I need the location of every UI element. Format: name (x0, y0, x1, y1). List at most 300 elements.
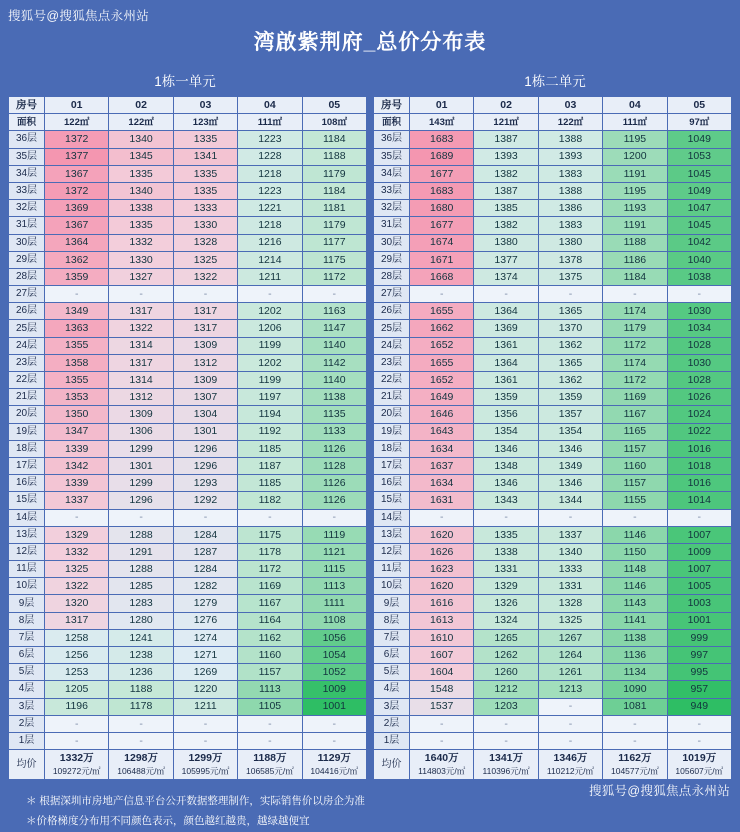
price-cell: 1340 (538, 543, 602, 560)
table-row (9, 475, 367, 492)
price-cell: 1346 (474, 440, 538, 457)
price-cell: 1335 (173, 182, 237, 199)
price-cell: 1359 (45, 268, 109, 285)
price-cell: 1350 (45, 406, 109, 423)
price-cell: 1211 (238, 268, 302, 285)
price-cell: 1169 (238, 578, 302, 595)
price-cell-empty: - (538, 732, 602, 749)
header-room-05: 05 (302, 97, 366, 114)
price-cell: 1393 (538, 148, 602, 165)
price-cell: 1328 (173, 234, 237, 251)
table-row (374, 578, 732, 595)
price-cell: 1238 (109, 647, 173, 664)
price-cell-empty: - (603, 732, 667, 749)
price-cell: 1329 (45, 526, 109, 543)
price-cell: 1537 (410, 698, 474, 715)
avg-cell (302, 750, 366, 780)
price-cell: 1054 (302, 647, 366, 664)
price-cell: 1267 (538, 629, 602, 646)
price-cell: 1038 (667, 268, 731, 285)
price-cell: 1333 (173, 200, 237, 217)
avg-total: 1019万 (682, 752, 717, 765)
table-row (374, 440, 732, 457)
price-cell-empty: - (603, 715, 667, 732)
table-row (9, 732, 367, 749)
price-cell-empty: - (302, 509, 366, 526)
price-cell: 1380 (538, 234, 602, 251)
table-row (9, 148, 367, 165)
avg-cell (45, 750, 109, 780)
price-cell: 1009 (302, 681, 366, 698)
price-cell: 1620 (410, 578, 474, 595)
price-cell: 1172 (302, 268, 366, 285)
price-cell: 1631 (410, 492, 474, 509)
price-cell: 1689 (410, 148, 474, 165)
price-cell: 1388 (538, 182, 602, 199)
price-cell-empty: - (538, 698, 602, 715)
floor-label: 8层 (9, 612, 45, 629)
page-title: 湾啟紫荆府_总价分布表 (253, 31, 487, 54)
floor-label: 25层 (9, 320, 45, 337)
price-cell: 1343 (474, 492, 538, 509)
price-cell: 1388 (538, 131, 602, 148)
price-cell: 1165 (603, 423, 667, 440)
floor-label: 34层 (374, 165, 410, 182)
floor-label: 32层 (9, 200, 45, 217)
price-cell: 1288 (109, 526, 173, 543)
price-cell: 1258 (45, 629, 109, 646)
price-cell-empty: - (474, 732, 538, 749)
price-cell: 1280 (109, 612, 173, 629)
price-cell: 1022 (667, 423, 731, 440)
price-cell: 1188 (302, 148, 366, 165)
price-cell: 1335 (109, 165, 173, 182)
price-cell: 1164 (238, 612, 302, 629)
table-row (374, 629, 732, 646)
price-cell: 1332 (109, 234, 173, 251)
price-cell: 1260 (474, 664, 538, 681)
price-cell-empty: - (410, 715, 474, 732)
price-cell: 1194 (238, 406, 302, 423)
price-cell: 1292 (173, 492, 237, 509)
price-cell: 1346 (474, 475, 538, 492)
floor-label: 27层 (9, 286, 45, 303)
price-cell: 1680 (410, 200, 474, 217)
price-cell: 1299 (109, 475, 173, 492)
price-cell: 1309 (109, 406, 173, 423)
price-cell: 1626 (410, 543, 474, 560)
price-cell-empty: - (45, 732, 109, 749)
price-cell-empty: - (302, 715, 366, 732)
price-cell: 1211 (173, 698, 237, 715)
floor-label: 3层 (374, 698, 410, 715)
price-cell: 1339 (45, 440, 109, 457)
price-cell: 1317 (173, 303, 237, 320)
price-cell: 1105 (238, 698, 302, 715)
price-cell: 1312 (173, 354, 237, 371)
price-cell: 1337 (45, 492, 109, 509)
header-area-02: 121㎡ (474, 114, 538, 131)
floor-label: 2层 (9, 715, 45, 732)
price-cell: 1357 (538, 406, 602, 423)
price-cell: 1143 (603, 595, 667, 612)
price-cell: 1317 (109, 354, 173, 371)
header-room-01: 01 (410, 97, 474, 114)
price-cell: 1299 (109, 440, 173, 457)
price-cell: 1203 (474, 698, 538, 715)
price-cell: 1306 (109, 423, 173, 440)
price-cell: 1322 (173, 268, 237, 285)
price-cell-empty: - (238, 732, 302, 749)
price-cell: 1056 (302, 629, 366, 646)
table-row (374, 320, 732, 337)
table-row (9, 440, 367, 457)
price-cell: 1284 (173, 561, 237, 578)
price-cell-empty: - (410, 509, 474, 526)
avg-cell (410, 750, 474, 780)
table-row (374, 561, 732, 578)
price-cell: 1655 (410, 303, 474, 320)
price-cell: 1147 (302, 320, 366, 337)
table-row (374, 732, 732, 749)
price-cell: 1349 (45, 303, 109, 320)
price-cell-empty: - (603, 509, 667, 526)
floor-label: 15层 (9, 492, 45, 509)
price-cell: 1604 (410, 664, 474, 681)
avg-total: 1341万 (489, 752, 524, 765)
price-cell: 1113 (302, 578, 366, 595)
table-row (9, 337, 367, 354)
table-row (9, 372, 367, 389)
price-cell: 1178 (109, 698, 173, 715)
price-cell: 1325 (173, 251, 237, 268)
note-line-1: ＊ 根据深圳市房地产信息平台公开数据整理制作，实际销售价以房企为准 (26, 795, 365, 808)
price-cell: 1049 (667, 131, 731, 148)
floor-label: 1层 (9, 732, 45, 749)
price-cell: 1199 (238, 337, 302, 354)
price-cell: 1185 (238, 440, 302, 457)
price-cell: 1317 (45, 612, 109, 629)
price-cell: 1191 (603, 217, 667, 234)
table-row (9, 578, 367, 595)
price-cell: 1386 (538, 200, 602, 217)
floor-label: 26层 (9, 303, 45, 320)
price-cell: 1354 (474, 423, 538, 440)
avg-unit-price: 110212元/㎡ (546, 765, 595, 776)
price-cell: 1662 (410, 320, 474, 337)
floor-label: 30层 (374, 234, 410, 251)
floor-label: 19层 (9, 423, 45, 440)
price-cell: 1620 (410, 526, 474, 543)
price-cell: 1652 (410, 337, 474, 354)
price-cell: 1172 (238, 561, 302, 578)
price-cell: 1353 (45, 389, 109, 406)
price-tables (0, 90, 740, 780)
price-cell-empty: - (474, 286, 538, 303)
table-row (9, 509, 367, 526)
floor-label: 21层 (374, 389, 410, 406)
price-cell: 1296 (109, 492, 173, 509)
floor-label: 23层 (374, 354, 410, 371)
price-cell: 1637 (410, 457, 474, 474)
price-cell-empty: - (109, 509, 173, 526)
price-cell-empty: - (474, 715, 538, 732)
floor-label: 7层 (374, 629, 410, 646)
price-cell-empty: - (667, 509, 731, 526)
floor-label: 25层 (374, 320, 410, 337)
price-cell: 1090 (603, 681, 667, 698)
avg-total: 1188万 (253, 752, 287, 765)
table-row (9, 234, 367, 251)
price-cell: 1362 (45, 251, 109, 268)
header-area-label: 面积 (374, 114, 410, 131)
header-room-03: 03 (538, 97, 602, 114)
table-row (374, 423, 732, 440)
price-cell: 1202 (238, 303, 302, 320)
price-cell: 1269 (173, 664, 237, 681)
price-cell: 1329 (474, 578, 538, 595)
price-cell: 1607 (410, 647, 474, 664)
floor-label: 30层 (9, 234, 45, 251)
price-cell: 1142 (302, 354, 366, 371)
price-cell: 1157 (603, 440, 667, 457)
price-cell: 1293 (173, 475, 237, 492)
price-cell: 1202 (238, 354, 302, 371)
floor-label: 11层 (374, 561, 410, 578)
avg-total: 1162万 (618, 752, 652, 765)
price-cell-empty: - (173, 286, 237, 303)
price-cell-empty: - (538, 715, 602, 732)
price-cell: 1296 (173, 440, 237, 457)
avg-unit-price: 106488元/㎡ (117, 765, 165, 776)
price-cell: 1383 (538, 217, 602, 234)
price-cell: 1283 (109, 595, 173, 612)
avg-unit-price: 104416元/㎡ (310, 765, 359, 776)
price-cell: 1322 (45, 578, 109, 595)
avg-unit-price: 105607元/㎡ (675, 765, 724, 776)
price-cell: 1236 (109, 664, 173, 681)
price-cell: 1301 (109, 457, 173, 474)
price-cell: 1030 (667, 303, 731, 320)
price-cell: 1241 (109, 629, 173, 646)
price-cell: 1616 (410, 595, 474, 612)
avg-total: 1299万 (188, 752, 223, 765)
table-row (9, 389, 367, 406)
price-cell: 1367 (45, 217, 109, 234)
price-cell: 1148 (603, 561, 667, 578)
price-cell: 1187 (238, 457, 302, 474)
price-cell: 1301 (173, 423, 237, 440)
price-cell-empty: - (302, 286, 366, 303)
price-cell: 1349 (538, 457, 602, 474)
price-cell: 1288 (109, 561, 173, 578)
price-cell: 1047 (667, 200, 731, 217)
price-cell-empty: - (667, 286, 731, 303)
header-area-01: 143㎡ (410, 114, 474, 131)
unit-title-a: 1栋一单元 (154, 74, 216, 89)
price-table-unit-b (373, 96, 732, 780)
header-area-label: 面积 (9, 114, 45, 131)
price-cell: 1335 (173, 131, 237, 148)
floor-label: 34层 (9, 165, 45, 182)
price-cell: 1646 (410, 406, 474, 423)
floor-label: 36层 (374, 131, 410, 148)
price-cell: 1081 (603, 698, 667, 715)
price-cell: 1341 (173, 148, 237, 165)
price-table-unit-a (8, 96, 367, 780)
price-cell-empty: - (238, 715, 302, 732)
price-cell: 1220 (173, 681, 237, 698)
price-cell: 1375 (538, 268, 602, 285)
price-cell: 1322 (109, 320, 173, 337)
price-cell: 1317 (109, 303, 173, 320)
header-area-04: 111㎡ (238, 114, 302, 131)
price-cell: 1126 (302, 492, 366, 509)
price-cell: 1328 (538, 595, 602, 612)
price-cell: 1331 (474, 561, 538, 578)
price-cell: 1359 (538, 389, 602, 406)
floor-label: 2层 (374, 715, 410, 732)
price-cell-empty: - (173, 715, 237, 732)
table-row (374, 509, 732, 526)
floor-label: 4层 (9, 681, 45, 698)
price-cell: 1016 (667, 475, 731, 492)
floor-label: 14层 (374, 509, 410, 526)
floor-label: 18层 (374, 440, 410, 457)
price-cell: 1018 (667, 457, 731, 474)
price-cell: 1285 (109, 578, 173, 595)
price-cell-empty: - (410, 286, 474, 303)
price-cell: 1228 (238, 148, 302, 165)
price-cell: 1613 (410, 612, 474, 629)
table-row (374, 148, 732, 165)
price-cell: 1274 (173, 629, 237, 646)
floor-label: 22层 (374, 372, 410, 389)
price-cell: 1195 (603, 131, 667, 148)
price-cell: 1007 (667, 561, 731, 578)
table-row (9, 629, 367, 646)
table-row (374, 354, 732, 371)
price-cell: 1370 (538, 320, 602, 337)
avg-cell (667, 750, 731, 780)
price-cell-empty: - (603, 286, 667, 303)
table-row (9, 200, 367, 217)
price-cell: 1377 (474, 251, 538, 268)
floor-label: 26层 (374, 303, 410, 320)
floor-label: 17层 (374, 457, 410, 474)
price-cell: 1314 (109, 372, 173, 389)
floor-label: 5层 (374, 664, 410, 681)
price-cell: 1160 (603, 457, 667, 474)
price-cell: 1026 (667, 389, 731, 406)
floor-label: 10层 (374, 578, 410, 595)
price-cell: 1014 (667, 492, 731, 509)
price-cell: 1028 (667, 372, 731, 389)
table-row (9, 664, 367, 681)
price-cell: 1174 (603, 303, 667, 320)
price-cell: 1115 (302, 561, 366, 578)
avg-total: 1332万 (59, 752, 94, 765)
price-cell: 1342 (45, 457, 109, 474)
avg-total: 1298万 (124, 752, 159, 765)
price-cell: 1213 (538, 681, 602, 698)
price-cell: 1028 (667, 337, 731, 354)
price-cell: 1271 (173, 647, 237, 664)
floor-label: 29层 (374, 251, 410, 268)
floor-label: 10层 (9, 578, 45, 595)
price-cell: 1307 (173, 389, 237, 406)
floor-label: 20层 (374, 406, 410, 423)
price-cell: 1335 (109, 217, 173, 234)
price-cell: 1177 (302, 234, 366, 251)
table-row (374, 337, 732, 354)
price-cell: 1179 (302, 217, 366, 234)
price-cell: 1133 (302, 423, 366, 440)
floor-label: 36层 (9, 131, 45, 148)
price-cell: 1001 (302, 698, 366, 715)
table-row (374, 664, 732, 681)
table-row (9, 457, 367, 474)
price-cell: 1121 (302, 543, 366, 560)
price-cell: 1326 (474, 595, 538, 612)
floor-label: 19层 (374, 423, 410, 440)
floor-label: 9层 (374, 595, 410, 612)
header-room-05: 05 (667, 97, 731, 114)
avg-label: 均价 (374, 750, 410, 780)
price-cell: 1355 (45, 337, 109, 354)
header-room-02: 02 (474, 97, 538, 114)
price-cell: 1276 (173, 612, 237, 629)
price-cell: 1649 (410, 389, 474, 406)
price-cell: 995 (667, 664, 731, 681)
price-cell: 1387 (474, 182, 538, 199)
price-cell: 1009 (667, 543, 731, 560)
price-cell: 1309 (173, 372, 237, 389)
floor-label: 33层 (374, 182, 410, 199)
table-row (374, 715, 732, 732)
floor-label: 33层 (9, 182, 45, 199)
price-cell: 1157 (238, 664, 302, 681)
price-cell: 1674 (410, 234, 474, 251)
table-row (9, 303, 367, 320)
floor-label: 28层 (374, 268, 410, 285)
price-cell: 1184 (302, 182, 366, 199)
avg-cell (238, 750, 302, 780)
floor-label: 35层 (374, 148, 410, 165)
avg-cell (474, 750, 538, 780)
header-room-03: 03 (173, 97, 237, 114)
price-cell: 1265 (474, 629, 538, 646)
price-cell: 1683 (410, 182, 474, 199)
price-cell: 1146 (603, 578, 667, 595)
price-cell: 1108 (302, 612, 366, 629)
price-cell-empty: - (45, 509, 109, 526)
floor-label: 35层 (9, 148, 45, 165)
price-cell: 1287 (173, 543, 237, 560)
floor-label: 32层 (374, 200, 410, 217)
table-row (9, 681, 367, 698)
price-cell: 997 (667, 647, 731, 664)
price-cell: 1309 (173, 337, 237, 354)
watermark-bottom: 搜狐号@搜狐焦点永州站 (589, 784, 730, 798)
price-cell: 1175 (238, 526, 302, 543)
table-row (374, 595, 732, 612)
price-cell: 1191 (603, 165, 667, 182)
floor-label: 17层 (9, 457, 45, 474)
price-cell: 1126 (302, 440, 366, 457)
floor-label: 12层 (374, 543, 410, 560)
price-cell: 1382 (474, 217, 538, 234)
